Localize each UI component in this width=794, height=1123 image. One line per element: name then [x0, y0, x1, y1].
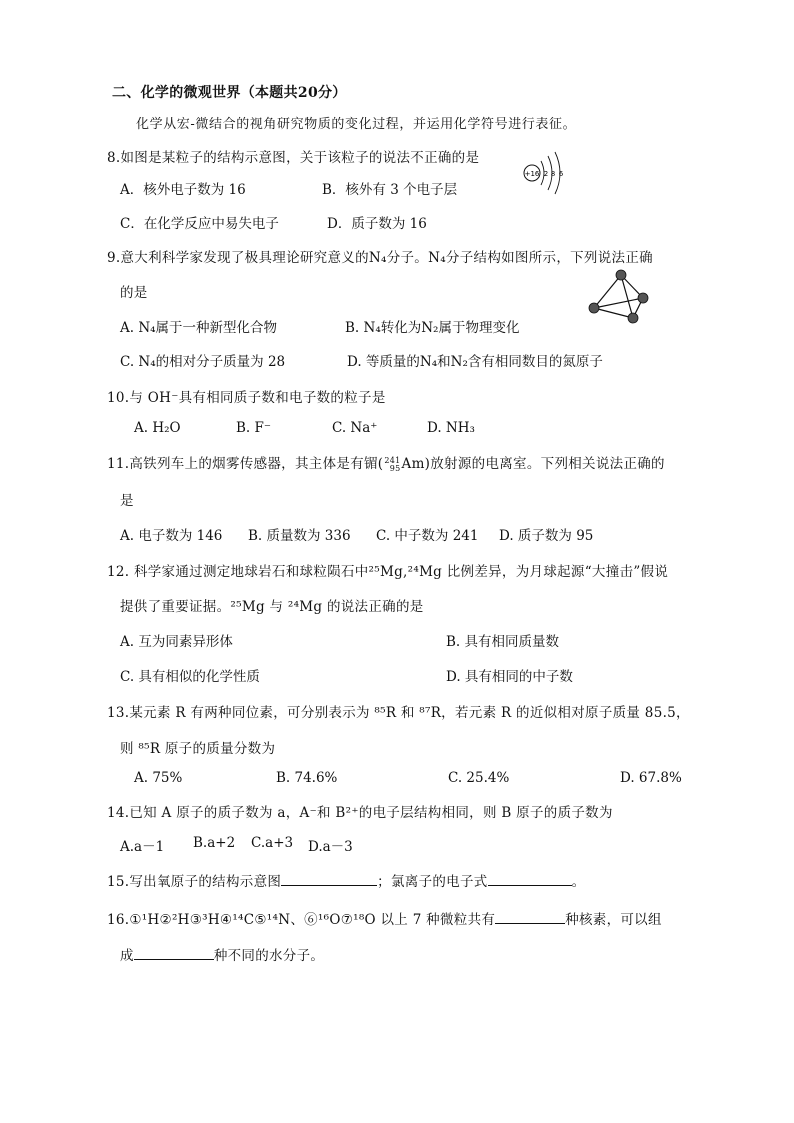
n-atom-bottom: [628, 313, 638, 323]
n-atom-right: [638, 293, 648, 303]
q11-stem-pre: 11.高铁列车上的烟雾传感器，其主体是有镅(: [107, 456, 384, 472]
q9-option-d[interactable]: D. 等质量的N₄和N₂含有相同数目的氮原子: [347, 354, 603, 370]
am-mass-number: 241: [384, 455, 401, 465]
q8-option-c[interactable]: C．在化学反应中易失电子: [120, 216, 279, 232]
am-atomic-number: 95: [389, 463, 401, 473]
q15-blank-chloride-formula[interactable]: [488, 873, 572, 886]
q11-stem-cont: 是: [120, 493, 134, 509]
q15-line: [107, 870, 585, 890]
n4-molecule-diagram: [584, 268, 654, 326]
q14-option-a[interactable]: A.a－1: [120, 839, 165, 855]
q9-stem: 9.意大利科学家发现了极具理论研究意义的N₄分子。N₄分子结构如图所示，下列说法正确: [107, 250, 653, 266]
q16-line-1: [107, 908, 662, 928]
q16-text-3: 成: [120, 948, 134, 964]
q9-option-c[interactable]: C. N₄的相对分子质量为 28: [120, 354, 286, 370]
q13-stem: 13.某元素 R 有两种同位素，可分别表示为 ⁸⁵R 和 ⁸⁷R，若元素 R 的近似相对原子质量 85.5，: [107, 705, 690, 721]
q12-stem: 12. 科学家通过测定地球岩石和球粒陨石中²⁵Mg,²⁴Mg 比例差异，为月球起源“大撞击”假说: [107, 564, 669, 580]
q16-text-1: 16.①¹H②²H③³H④¹⁴C⑤¹⁴N、⑥¹⁶O⑦¹⁸O 以上 7 种微粒共有: [107, 912, 496, 928]
q11-stem: [107, 452, 665, 473]
q11-option-b[interactable]: B. 质量数为 336: [248, 528, 351, 544]
q11-option-a[interactable]: A. 电子数为 146: [120, 528, 223, 544]
nucleus-label: +16: [524, 170, 540, 178]
q10-option-d[interactable]: D. NH₃: [427, 420, 475, 436]
q15-text-1: 15.写出氧原子的结构示意图: [107, 874, 282, 890]
q12-option-c[interactable]: C. 具有相似的化学性质: [120, 669, 260, 685]
q11-option-c[interactable]: C. 中子数为 241: [376, 528, 479, 544]
q12-option-d[interactable]: D. 具有相同的中子数: [446, 669, 573, 685]
q15-blank-oxygen-diagram[interactable]: [281, 873, 377, 886]
q14-option-c[interactable]: C.a+3: [251, 835, 294, 851]
q12-option-a[interactable]: A. 互为同素异形体: [120, 634, 233, 650]
section-intro: 化学从宏-微结合的视角研究物质的变化过程，并运用化学符号进行表征。: [136, 117, 577, 132]
q16-blank-nuclide-count[interactable]: [495, 911, 565, 924]
q9-option-b[interactable]: B. N₄转化为N₂属于物理变化: [345, 320, 520, 336]
q13-option-c[interactable]: C. 25.4%: [448, 770, 510, 786]
q9-option-a[interactable]: A. N₄属于一种新型化合物: [120, 320, 278, 336]
n-atom-left: [589, 303, 599, 313]
shell-3-count: 6: [558, 170, 564, 178]
q13-stem-cont: 则 ⁸⁵R 原子的质量分数为: [120, 741, 276, 757]
q8-option-a[interactable]: A．核外电子数为 16: [120, 182, 246, 198]
q14-option-d[interactable]: D.a－3: [308, 839, 353, 855]
q8-option-b[interactable]: B．核外有 3 个电子层: [322, 182, 458, 198]
am-isotope-notation: [384, 457, 400, 473]
q12-stem-cont: 提供了重要证据。²⁵Mg 与 ²⁴Mg 的说法正确的是: [120, 599, 424, 615]
q11-option-d[interactable]: D. 质子数为 95: [499, 528, 594, 544]
section-title: 二、化学的微观世界（本题共20分）: [112, 85, 347, 101]
q13-option-a[interactable]: A. 75%: [134, 770, 183, 786]
q8-option-d[interactable]: D．质子数为 16: [327, 216, 427, 232]
q9-stem-cont: 的是: [120, 285, 148, 301]
q10-option-c[interactable]: C. Na⁺: [332, 420, 378, 436]
q16-line-2: [120, 944, 324, 964]
q10-stem: 10.与 OH⁻具有相同质子数和电子数的粒子是: [107, 390, 386, 406]
q10-option-b[interactable]: B. F⁻: [236, 420, 271, 436]
am-symbol: Am: [401, 456, 425, 472]
q8-stem: 8.如图是某粒子的结构示意图，关于该粒子的说法不正确的是: [107, 150, 480, 166]
shell-2-count: 8: [550, 170, 556, 178]
q15-text-3: 。: [571, 874, 586, 890]
q12-option-b[interactable]: B. 具有相同质量数: [446, 634, 560, 650]
q16-blank-water-count[interactable]: [134, 947, 214, 960]
q14-stem: 14.已知 A 原子的质子数为 a，A⁻和 B²⁺的电子层结构相同，则 B 原子的质子数为: [107, 805, 613, 821]
q11-stem-post: )放射源的电离室。下列相关说法正确的: [424, 456, 665, 472]
q16-text-2: 种核素，可以组: [565, 912, 662, 928]
q16-text-4: 种不同的水分子。: [213, 948, 325, 964]
q14-option-b[interactable]: B.a+2: [193, 835, 236, 851]
atom-structure-diagram: [519, 144, 575, 200]
q15-text-2: ；氯离子的电子式: [377, 874, 488, 890]
shell-1-count: 2: [543, 170, 549, 178]
n-atom-top: [616, 270, 626, 280]
q13-option-b[interactable]: B. 74.6%: [276, 770, 338, 786]
q13-option-d[interactable]: D. 67.8%: [620, 770, 682, 786]
q10-option-a[interactable]: A. H₂O: [134, 420, 181, 436]
